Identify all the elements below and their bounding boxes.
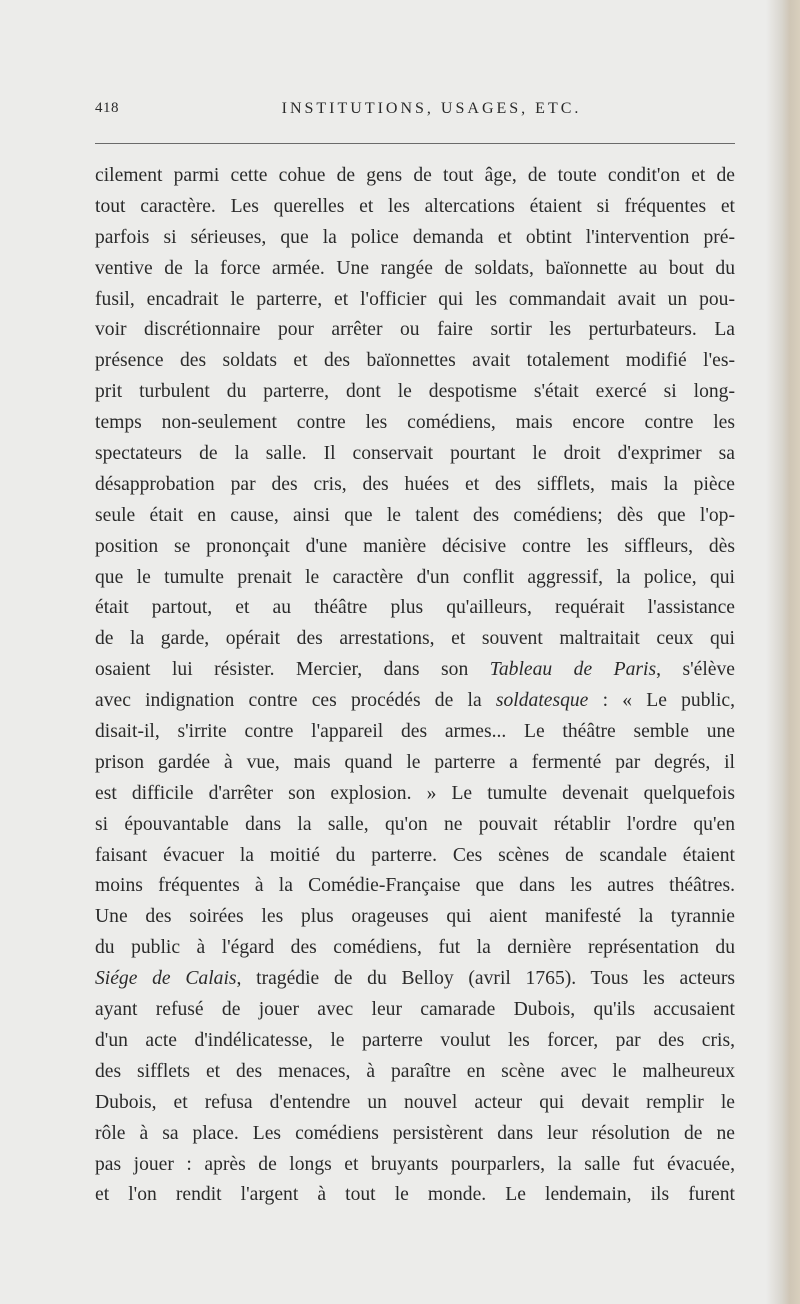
- text-line: faisant évacuer la moitié du parterre. Ces scènes de scandale étaient: [95, 844, 735, 866]
- text-line: spectateurs de la salle. Il conservait pourtant le droit d'exprimer sa: [95, 443, 735, 465]
- body-text: [95, 161, 735, 1211]
- text-line: que le tumulte prenait le caractère d'un conflit aggressif, la police, qui: [95, 566, 735, 588]
- text-line: avec indignation contre ces procédés de la soldatesque : « Le public,: [95, 690, 735, 712]
- text-line: parfois si sérieuses, que la police demanda et obtint l'intervention pré-: [95, 226, 735, 248]
- text-line: désapprobation par des cris, des huées et des sifflets, mais la pièce: [95, 473, 735, 495]
- text-line: des sifflets et des menaces, à paraître en scène avec le malheureux: [95, 1060, 735, 1082]
- page-edge-shadow: [766, 0, 800, 1304]
- text-line: présence des soldats et des baïonnettes avait totalement modifié l'es-: [95, 350, 735, 372]
- text-line: voir discrétionnaire pour arrêter ou faire sortir les perturbateurs. La: [95, 319, 735, 341]
- text-line: Siége de Calais, tragédie de du Belloy (avril 1765). Tous les acteurs: [95, 968, 735, 990]
- text-line: d'un acte d'indélicatesse, le parterre voulut les forcer, par des cris,: [95, 1029, 735, 1051]
- text-line: fusil, encadrait le parterre, et l'officier qui les commandait avait un pou-: [95, 288, 735, 310]
- text-line: Dubois, et refusa d'entendre un nouvel acteur qui devait remplir le: [95, 1091, 735, 1113]
- page-number: 418: [95, 100, 119, 116]
- text-line: et l'on rendit l'argent à tout le monde. Le lendemain, ils furent: [95, 1184, 735, 1206]
- text-line: seule était en cause, ainsi que le talent des comédiens; dès que l'op-: [95, 504, 735, 526]
- text-line: osaient lui résister. Mercier, dans son Tableau de Paris, s'élève: [95, 659, 735, 681]
- header-rule: [95, 143, 735, 144]
- text-line: disait-il, s'irrite contre l'appareil des armes... Le théâtre semble une: [95, 721, 735, 743]
- page-header: [95, 100, 738, 126]
- text-line: du public à l'égard des comédiens, fut la dernière représentation du: [95, 937, 735, 959]
- text-line: rôle à sa place. Les comédiens persistèrent dans leur résolution de ne: [95, 1122, 735, 1144]
- text-line: ayant refusé de jouer avec leur camarade Dubois, qu'ils accusaient: [95, 999, 735, 1021]
- text-line: prit turbulent du parterre, dont le despotisme s'était exercé si long-: [95, 381, 735, 403]
- text-line: pas jouer : après de longs et bruyants pourparlers, la salle fut évacuée,: [95, 1153, 735, 1175]
- text-line: cilement parmi cette cohue de gens de tout âge, de toute condit'on et de: [95, 165, 735, 186]
- text-line: Une des soirées les plus orageuses qui aient manifesté la tyrannie: [95, 906, 735, 928]
- text-line: tout caractère. Les querelles et les altercations étaient si fréquentes et: [95, 195, 735, 217]
- text-line: est difficile d'arrêter son explosion. » Le tumulte devenait quelquefois: [95, 782, 735, 804]
- text-line: moins fréquentes à la Comédie-Française que dans les autres théâtres.: [95, 875, 735, 897]
- text-line: temps non-seulement contre les comédiens, mais encore contre les: [95, 412, 735, 434]
- text-line: si épouvantable dans la salle, qu'on ne pouvait rétablir l'ordre qu'en: [95, 813, 735, 835]
- text-line: ventive de la force armée. Une rangée de soldats, baïonnette au bout du: [95, 257, 735, 279]
- running-title: INSTITUTIONS, USAGES, ETC.: [281, 100, 582, 117]
- text-line: était partout, et au théâtre plus qu'ailleurs, requérait l'assistance: [95, 597, 735, 619]
- text-line: de la garde, opérait des arrestations, et souvent maltraitait ceux qui: [95, 628, 735, 650]
- text-line: prison gardée à vue, mais quand le parterre a fermenté par degrés, il: [95, 751, 735, 773]
- text-line: position se prononçait d'une manière décisive contre les siffleurs, dès: [95, 535, 735, 557]
